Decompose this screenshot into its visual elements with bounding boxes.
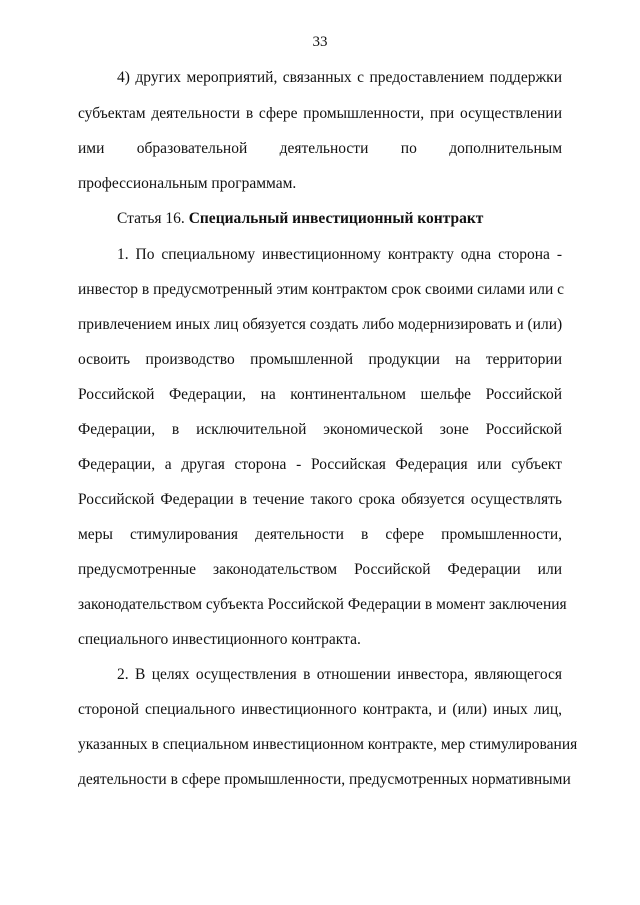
- paragraph-2-line: 2. В целях осуществления в отношении инвестора, являющегося: [117, 666, 562, 683]
- paragraph-4-line: 4) других мероприятий, связанных с предоставлением поддержки: [117, 69, 562, 86]
- paragraph-4-line: ими образовательной деятельности по дополнительным: [78, 140, 562, 157]
- paragraph-1-line: привлечением иных лиц обязуется создать либо модернизировать и (или): [78, 316, 563, 333]
- paragraph-1-line: законодательством субъекта Российской Федерации в момент заключения: [78, 596, 567, 613]
- paragraph-2-line: стороной специального инвестиционного контракта, и (или) иных лиц,: [78, 701, 562, 718]
- paragraph-1-line: инвестор в предусмотренный этим контрактом срок своими силами или с: [78, 281, 565, 298]
- paragraph-2-line: деятельности в сфере промышленности, предусмотренных нормативными: [78, 771, 571, 788]
- article-heading: [117, 209, 562, 229]
- article-prefix: Статья 16.: [117, 210, 185, 227]
- paragraph-1-line: Российской Федерации, на континентальном шельфе Российской: [78, 386, 562, 403]
- paragraph-1-line: Российской Федерации в течение такого срока обязуется осуществлять: [78, 491, 562, 508]
- page-number: 33: [312, 34, 328, 50]
- paragraph-1-line: меры стимулирования деятельности в сфере промышленности,: [78, 526, 562, 543]
- paragraph-1-line: Федерации, а другая сторона - Российская Федерация или субъект: [78, 456, 562, 473]
- paragraph-1-line: 1. По специальному инвестиционному контракту одна сторона -: [117, 246, 562, 263]
- paragraph-1-line: специального инвестиционного контракта.: [78, 631, 361, 648]
- paragraph-1-line: освоить производство промышленной продукции на территории: [78, 351, 562, 368]
- paragraph-2-line: указанных в специальном инвестиционном контракте, мер стимулирования: [78, 736, 578, 753]
- paragraph-1-line: Федерации, в исключительной экономической зоне Российской: [78, 421, 562, 438]
- paragraph-4-line: субъектам деятельности в сфере промышленности, при осуществлении: [78, 105, 562, 122]
- article-title: Специальный инвестиционный контракт: [188, 210, 484, 227]
- paragraph-4-line: профессиональным программам.: [78, 175, 297, 192]
- paragraph-1-line: предусмотренные законодательством Российской Федерации или: [78, 561, 562, 578]
